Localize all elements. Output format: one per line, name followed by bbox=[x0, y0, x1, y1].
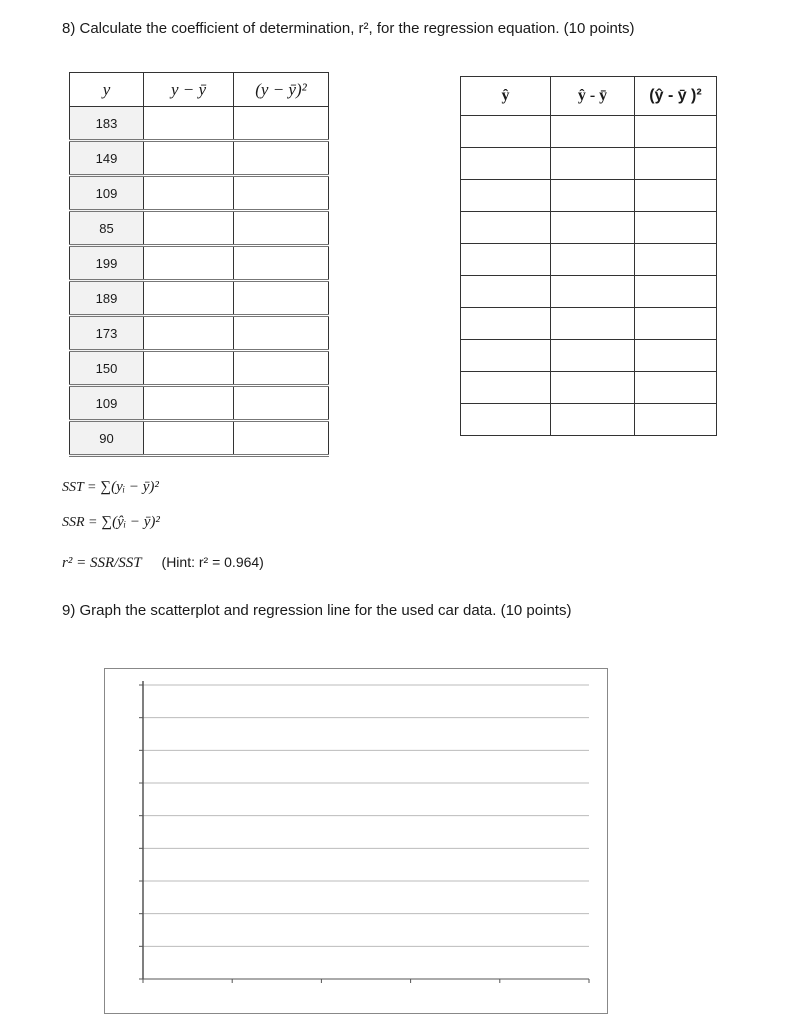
table-row bbox=[70, 421, 329, 456]
sst-label: SST = bbox=[62, 480, 97, 495]
squared-deviation-input-cell[interactable] bbox=[234, 141, 329, 176]
yhat-squared-deviation-input-cell[interactable] bbox=[635, 372, 717, 404]
yhat-deviation-input-cell[interactable] bbox=[551, 276, 635, 308]
yhat-squared-deviation-input-cell[interactable] bbox=[635, 404, 717, 436]
yhat-deviation-input-cell[interactable] bbox=[551, 180, 635, 212]
r-squared-formula bbox=[62, 554, 264, 572]
deviation-input-cell[interactable] bbox=[144, 211, 234, 246]
header-y-minus-ybar-squared: (y − ȳ)² bbox=[234, 73, 329, 107]
yhat-squared-deviation-input-cell[interactable] bbox=[635, 276, 717, 308]
blank-graph-grid bbox=[105, 669, 607, 1013]
y-value-cell: 173 bbox=[70, 316, 144, 351]
yhat-input-cell[interactable] bbox=[461, 244, 551, 276]
deviation-input-cell[interactable] bbox=[144, 316, 234, 351]
header-yhat-minus-ybar-squared: (ŷ - ȳ )² bbox=[635, 77, 717, 116]
yhat-input-cell[interactable] bbox=[461, 276, 551, 308]
squared-deviation-input-cell[interactable] bbox=[234, 351, 329, 386]
header-yhat: ŷ bbox=[461, 77, 551, 116]
question-9-heading: 9) Graph the scatterplot and regression line for the used car data. (10 points) bbox=[62, 602, 572, 619]
table-row bbox=[70, 176, 329, 211]
yhat-deviation-input-cell[interactable] bbox=[551, 244, 635, 276]
yhat-input-cell[interactable] bbox=[461, 372, 551, 404]
yhat-input-cell[interactable] bbox=[461, 180, 551, 212]
predicted-table bbox=[460, 76, 717, 436]
hint-text: (Hint: r² = 0.964) bbox=[161, 554, 264, 570]
table-row bbox=[70, 246, 329, 281]
deviation-input-cell[interactable] bbox=[144, 281, 234, 316]
yhat-squared-deviation-input-cell[interactable] bbox=[635, 148, 717, 180]
squared-deviation-input-cell[interactable] bbox=[234, 246, 329, 281]
table-row bbox=[70, 211, 329, 246]
squared-deviation-input-cell[interactable] bbox=[234, 421, 329, 456]
yhat-squared-deviation-input-cell[interactable] bbox=[635, 116, 717, 148]
yhat-deviation-input-cell[interactable] bbox=[551, 212, 635, 244]
yhat-squared-deviation-input-cell[interactable] bbox=[635, 212, 717, 244]
ssr-label: SSR = bbox=[62, 515, 98, 530]
blank-graph-area[interactable] bbox=[104, 668, 608, 1014]
table-row bbox=[461, 372, 717, 404]
sst-formula bbox=[62, 478, 159, 496]
table-row bbox=[461, 212, 717, 244]
table-row bbox=[461, 180, 717, 212]
y-value-cell: 85 bbox=[70, 211, 144, 246]
squared-deviation-input-cell[interactable] bbox=[234, 176, 329, 211]
yhat-input-cell[interactable] bbox=[461, 404, 551, 436]
table-row bbox=[70, 141, 329, 176]
deviation-input-cell[interactable] bbox=[144, 141, 234, 176]
table-row bbox=[461, 148, 717, 180]
sst-expression: ∑(yᵢ − ȳ)² bbox=[100, 479, 159, 495]
deviation-input-cell[interactable] bbox=[144, 246, 234, 281]
deviation-input-cell[interactable] bbox=[144, 386, 234, 421]
squared-deviation-input-cell[interactable] bbox=[234, 211, 329, 246]
yhat-deviation-input-cell[interactable] bbox=[551, 308, 635, 340]
y-value-cell: 149 bbox=[70, 141, 144, 176]
question-8-heading: 8) Calculate the coefficient of determination, r², for the regression equation. (10 points) bbox=[62, 20, 635, 37]
yhat-input-cell[interactable] bbox=[461, 340, 551, 372]
squared-deviation-input-cell[interactable] bbox=[234, 316, 329, 351]
table-row bbox=[461, 340, 717, 372]
y-value-cell: 109 bbox=[70, 176, 144, 211]
table-row bbox=[70, 281, 329, 316]
table-row bbox=[461, 308, 717, 340]
y-value-cell: 150 bbox=[70, 351, 144, 386]
squared-deviation-input-cell[interactable] bbox=[234, 386, 329, 421]
yhat-deviation-input-cell[interactable] bbox=[551, 116, 635, 148]
table-row bbox=[70, 316, 329, 351]
yhat-squared-deviation-input-cell[interactable] bbox=[635, 244, 717, 276]
yhat-input-cell[interactable] bbox=[461, 212, 551, 244]
squared-deviation-input-cell[interactable] bbox=[234, 281, 329, 316]
yhat-squared-deviation-input-cell[interactable] bbox=[635, 340, 717, 372]
table-row bbox=[70, 386, 329, 421]
table-row bbox=[461, 404, 717, 436]
deviation-input-cell[interactable] bbox=[144, 421, 234, 456]
table-row bbox=[461, 276, 717, 308]
y-value-cell: 199 bbox=[70, 246, 144, 281]
yhat-deviation-input-cell[interactable] bbox=[551, 404, 635, 436]
ssr-expression: ∑(ŷᵢ − ȳ)² bbox=[101, 514, 160, 530]
squared-deviation-input-cell[interactable] bbox=[234, 107, 329, 141]
yhat-squared-deviation-input-cell[interactable] bbox=[635, 308, 717, 340]
yhat-squared-deviation-input-cell[interactable] bbox=[635, 180, 717, 212]
yhat-deviation-input-cell[interactable] bbox=[551, 148, 635, 180]
yhat-deviation-input-cell[interactable] bbox=[551, 372, 635, 404]
table-row bbox=[70, 351, 329, 386]
header-y-minus-ybar: y − ȳ bbox=[144, 73, 234, 107]
table-row bbox=[461, 116, 717, 148]
header-y: y bbox=[70, 73, 144, 107]
ssr-formula bbox=[62, 513, 160, 531]
y-value-cell: 90 bbox=[70, 421, 144, 456]
table-row bbox=[70, 107, 329, 141]
y-value-cell: 189 bbox=[70, 281, 144, 316]
deviation-table bbox=[69, 72, 329, 457]
yhat-input-cell[interactable] bbox=[461, 308, 551, 340]
y-value-cell: 183 bbox=[70, 107, 144, 141]
deviation-input-cell[interactable] bbox=[144, 107, 234, 141]
header-yhat-minus-ybar: ŷ - ȳ bbox=[551, 77, 635, 116]
table-row bbox=[461, 244, 717, 276]
deviation-input-cell[interactable] bbox=[144, 176, 234, 211]
r-squared-expression: r² = SSR/SST bbox=[62, 555, 142, 571]
yhat-deviation-input-cell[interactable] bbox=[551, 340, 635, 372]
yhat-input-cell[interactable] bbox=[461, 116, 551, 148]
y-value-cell: 109 bbox=[70, 386, 144, 421]
deviation-input-cell[interactable] bbox=[144, 351, 234, 386]
yhat-input-cell[interactable] bbox=[461, 148, 551, 180]
